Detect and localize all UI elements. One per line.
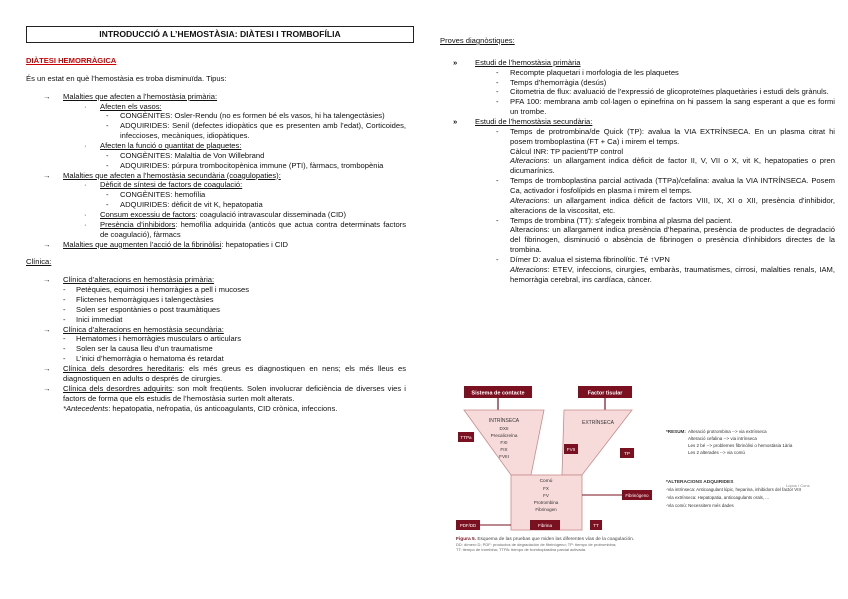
- test-ttpa-alterations: Alteracions: un allargament indica dèficit de factors VIII, IX, XI o XII, presència d’inhibidor, alteracions de la viscositat, etc.: [510, 195, 835, 215]
- svg-text:TP: TP: [624, 451, 630, 456]
- test-tt: - Temps de trombina (TT): s’afegeix trombina al plasma del pacient.: [496, 215, 733, 225]
- intro-text: És un estat en què l’hemostàsia es troba disminuïda. Tipus:: [26, 73, 227, 83]
- clinic-hereditary: → Clínica dels desordres hereditaris: els més greus es diagnostiquen en nens; els més lleus es diagnostiquen en adults o després de cirurgies.: [43, 364, 406, 383]
- svg-text:FXI: FXI: [500, 440, 508, 445]
- svg-text:Fibrina: Fibrina: [537, 523, 553, 528]
- left-column: [26, 56, 406, 413]
- coagulation-figure: [456, 380, 833, 578]
- item-congenital-vessels: - CONGÈNITES: Osler-Rendu (no es formen bé els vasos, hi ha talengectàsies): [106, 111, 385, 121]
- svg-text:TT: tiempo de trombina; TTPA:: TT: tiempo de trombina; TTPA: tiempo de tromboplastina parcial activada.: [456, 547, 587, 552]
- clinica-heading: Clínica:: [26, 257, 52, 267]
- svg-text:TTPa: TTPa: [460, 435, 472, 440]
- figure-caption: Figura 5. Esquema de las pruebas que miden las diferentes vías de la coagulación.: [456, 537, 635, 542]
- page-title: INTRODUCCIÓ A L’HEMOSTÀSIA: DIÀTESI I TROMBOFÍLIA: [26, 26, 414, 43]
- test-tp: - Temps de protrombina/de Quick (TP): avalua la VIA EXTRÍNSECA. En un plasma citrat hi posem tromboplastina (FT + Ca) i mirem el temps.: [496, 126, 835, 146]
- list-item: - Flictenes hemorràgiques i talengectàsies: [63, 295, 214, 305]
- clinic-acquired: → Clínica dels desordres adquirits: son molt freqüents. Solen involucrar deficiència de diverses vies i factors de forma que els estudis de l’hemostàsia surten molt alterats.: [43, 383, 406, 403]
- svg-text:Fibrinógeno: Fibrinógeno: [625, 493, 649, 498]
- svg-text:Alteració protrombina --> via: Alteració protrombina --> via extrínseca: [688, 429, 767, 434]
- bullet-dot: ·: [84, 101, 87, 111]
- arrow-icon: →: [43, 91, 51, 101]
- subtype-inhibitors: · Presència d’inhibidors: hemofília adquirida (anticòs que actua contra determinats factors de coagulació), fàrmacs: [84, 219, 406, 239]
- arrow-icon: →: [43, 275, 51, 285]
- svg-text:FIX: FIX: [500, 447, 508, 452]
- svg-text:INTRÍNSECA: INTRÍNSECA: [488, 418, 520, 424]
- svg-text:PDF/DD: PDF/DD: [459, 523, 477, 528]
- section-heading-diatesi: DIÀTESI HEMORRÀGICA: [26, 56, 117, 65]
- list-item: - Temps d’hemorràgia (desús): [496, 77, 607, 87]
- subtype-synthesis: · Dèficit de síntesi de factors de coagulació:: [84, 180, 243, 190]
- study-primary: » Estudi de l’hemostàsia primària: [453, 57, 581, 67]
- right-column: [440, 36, 835, 285]
- item-acquired-synthesis: - ADQUIRIDES: dèficit de vit K, hepatopatia: [106, 200, 263, 210]
- svg-text:Protrombina: Protrombina: [533, 500, 559, 505]
- subtype-vessels: · Afecten els vasos:: [84, 101, 162, 111]
- svg-text:-Via comú: Necessitem més dade: -Via comú: Necessitem més dades: [666, 503, 734, 508]
- label-tissue: Factor tisular: [587, 390, 623, 397]
- clinic-primary: → Clínica d’alteracions en hemostàsia primària:: [43, 275, 215, 285]
- chevron-icon: »: [453, 117, 458, 127]
- acquired-heading: *ALTERACIONS ADQUIRIDES: [666, 480, 734, 485]
- svg-text:-Via extrínseca: Hepatopatia,: -Via extrínseca: Hepatopatia, anticoagulants orals, ...: [666, 495, 769, 500]
- bullet-dot: ·: [84, 219, 87, 229]
- bullet-dot: ·: [84, 180, 87, 190]
- item-acquired-vessels: - ADQUIRIDES: Senil (defectes idiopàtics que es presenten amb l’edat), Corticoides, infeccioses, mecàniques, idiopàtiques.: [106, 121, 406, 141]
- svg-text:Les 2 alterades --> via comú: Les 2 alterades --> via comú: [688, 450, 745, 455]
- svg-text:FV: FV: [543, 493, 549, 498]
- clinic-secondary: → Clínica d’alteracions en hemostàsia secundària:: [43, 324, 224, 334]
- tests-heading: Proves diagnòstiques:: [440, 36, 515, 45]
- list-item: - Hematomes i hemorràgies musculars o articulars: [63, 334, 242, 344]
- svg-text:FVII: FVII: [566, 447, 576, 452]
- arrow-icon: →: [43, 170, 51, 180]
- list-item: - Solen ser la causa lleu d’un traumatisme: [63, 344, 213, 354]
- list-item: - Recompte plaquetari i morfologia de les plaquetes: [496, 67, 679, 77]
- list-item: - L’inici d’hemorràgia o hematoma és retardat: [63, 354, 224, 364]
- svg-text:Les 2 bé --> problemes fibrinò: Les 2 bé --> problemes fibrinòlisi o hemostàsia 1ària: [688, 443, 793, 448]
- svg-text:DD: dímero D; PDF: productos d: DD: dímero D; PDF: productos de degradación de fibrinógeno; TP: tiempo de protrombina;: [456, 542, 617, 547]
- svg-text:Fibrinogen: Fibrinogen: [535, 507, 557, 512]
- list-item: - Petèquies, equimosi i hemorràgies a pell i mucoses: [63, 285, 250, 295]
- test-tt-alterations: Alteracions: un allargament indica presència d’heparina, presència de productes de degradació del fibrinogen, disminució o absència de fibrinogen o presència d’inhibidors directes de la trombina.: [510, 225, 835, 255]
- svg-text:DXII: DXII: [499, 426, 509, 431]
- svg-text:Precalicreína: Precalicreína: [490, 433, 518, 438]
- list-item: - Citometria de flux: avaluació de l’expressió de glicoproteïnes plaquetàries i estudi dels grànuls.: [496, 87, 829, 97]
- arrow-icon: →: [43, 239, 51, 249]
- label-contact: Sistema de contacte: [471, 390, 525, 397]
- item-acquired-platelets: - ADQUIRIDES: púrpura trombocitopènica immune (PTI), fàrmacs, trombopènia: [106, 160, 384, 170]
- svg-text:Lúpus / Cons: Lúpus / Cons: [786, 483, 810, 488]
- test-ttpa: - Temps de tromboplastina parcial activada (TTPa)/cefalina: avalua la VIA INTRÍNSECA. Posem Ca, activador i fosfolípids en plasma i mirem el temps.: [496, 176, 835, 196]
- study-secondary: » Estudi de l’hemostàsia secundària:: [453, 117, 593, 127]
- chevron-icon: »: [453, 57, 458, 67]
- clinic-antecedents: *Antecedents: hepatopatia, nefropatia, ús anticoagulants, CID crònica, infeccions.: [63, 403, 338, 413]
- svg-text:FX: FX: [543, 486, 549, 491]
- type-secondary: → Malalties que afecten a l’hemostàsia secundària (coagulopaties):: [43, 170, 281, 180]
- item-congenital-synthesis: - CONGÈNITES: hemofília: [106, 190, 206, 200]
- list-item: - Solen ser espontànies o post traumàtiques: [63, 304, 220, 314]
- subtype-consumption: · Consum excessiu de factors: coagulació intravascular disseminada (CID): [84, 210, 347, 220]
- svg-text:TT: TT: [593, 523, 599, 528]
- arrow-icon: →: [43, 364, 51, 374]
- svg-text:EXTRÍNSECA: EXTRÍNSECA: [582, 420, 614, 426]
- test-tp-inr: Càlcul INR: TP pacient/TP control: [510, 146, 624, 156]
- arrow-icon: →: [43, 324, 51, 334]
- bullet-dot: ·: [84, 141, 87, 151]
- svg-text:FVIII: FVIII: [499, 454, 509, 459]
- svg-text:-Via intrínseca: Anticoagulant: -Via intrínseca: Anticoagulant lúpic, heparina, inhibidors del factor VIII: [666, 487, 801, 492]
- list-item: - Inici immediat: [63, 314, 123, 324]
- svg-text:Comú: Comú: [539, 479, 553, 484]
- coagulation-diagram: [456, 380, 833, 578]
- type-fibrinolysis: → Malalties que augmenten l’acció de la fibrinòlisi: hepatopaties i CID: [43, 239, 288, 249]
- type-primary: → Malalties que afecten a l’hemostàsia primària:: [43, 91, 218, 101]
- test-tp-alterations: Alteracions: un allargament indica dèficit de factor II, V, VII o X, vit K, hepatopaties o pren dicumarínics.: [510, 156, 835, 176]
- item-congenital-platelets: - CONGÈNITES: Malaltia de Von Willebrand: [106, 150, 265, 160]
- test-ddimer: - Dímer D: avalua el sistema fibrinolític. Té ↑VPN: [496, 255, 670, 265]
- arrow-icon: →: [43, 383, 51, 393]
- list-item: - PFA 100: membrana amb col·lagen o epinefrina on hi passem la sang esperant a que es formi un trombe.: [496, 97, 835, 117]
- bullet-dot: ·: [84, 210, 87, 220]
- test-ddimer-alterations: Alteracions: ETEV, infeccions, cirurgies, embaràs, traumatismes, cirrosi, malalties renals, IAM, hemorràgia cerebral, ins cardíaca, càncer.: [510, 264, 835, 284]
- resum-heading: *RESUM:: [666, 429, 686, 434]
- subtype-platelets: · Afecten la funció o quantitat de plaquetes:: [84, 141, 242, 151]
- svg-text:Alteració cefalina --> via int: Alteració cefalina --> via intrínseca: [688, 436, 757, 441]
